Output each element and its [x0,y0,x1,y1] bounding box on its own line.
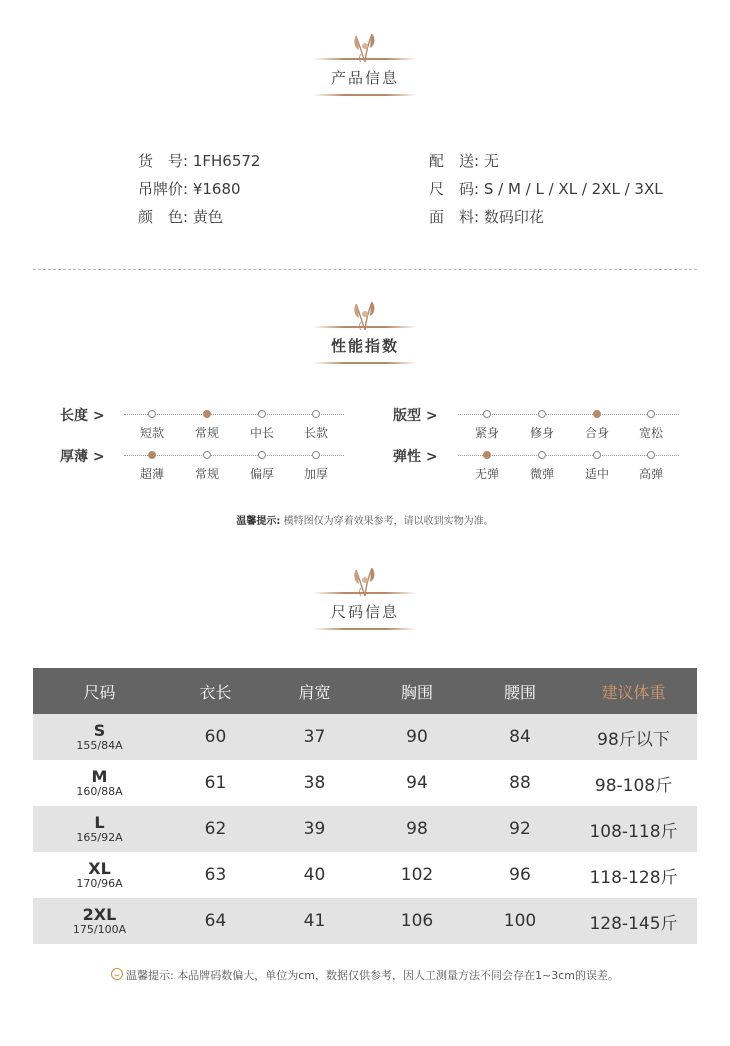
perf-dot-selected [203,410,211,418]
perf-option: 微弹 [529,467,555,481]
perf-option: 长款 [303,426,329,440]
perf-dot [647,410,655,418]
size-cell [33,714,166,760]
info-item-sizes [429,178,663,199]
tip-prefix: 温馨提示: [236,516,281,527]
waist-cell: 84 [470,714,570,760]
chest-cell: 98 [364,806,470,852]
perf-dot [538,451,546,459]
waist-cell: 88 [470,760,570,806]
shoulder-cell: 39 [265,806,364,852]
info-value: S / M / L / XL / 2XL / 3XL [483,180,663,198]
shoulder-cell: 41 [265,898,364,944]
section-header-size [0,562,730,642]
table-row [33,760,697,806]
info-label: 颜 色: [138,208,189,226]
length-cell: 60 [166,714,265,760]
section-title: 尺码信息 [330,603,399,621]
size-code: S [93,721,106,740]
perf-track [458,455,679,456]
perf-option: 适中 [584,467,610,481]
size-code: 2XL [82,905,117,924]
info-value: 数码印花 [483,208,544,226]
table-header-row [33,668,697,714]
size-code: XL [88,859,111,878]
perf-option: 偏厚 [249,467,275,481]
body-type: 160/88A [76,785,123,798]
length-cell: 62 [166,806,265,852]
column-header-chest: 胸围 [364,668,470,714]
column-header-length: 衣长 [166,668,265,714]
info-item-color [138,206,223,227]
waist-cell: 92 [470,806,570,852]
perf-label: 厚薄 > [60,449,105,465]
perf-dot-selected [483,451,491,459]
perf-dot [312,410,320,418]
size-code: M [91,767,108,786]
size-cell [33,760,166,806]
perf-option: 中长 [249,426,275,440]
perf-dot [647,451,655,459]
size-code: L [94,813,105,832]
perf-dot [538,410,546,418]
info-label: 面 料: [429,208,480,226]
ornament-rule-bottom [313,628,417,630]
table-row [33,898,697,944]
perf-track [124,455,344,456]
perf-option: 合身 [584,426,610,440]
shoulder-cell: 38 [265,760,364,806]
body-type: 170/96A [76,877,123,890]
size-cell [33,806,166,852]
info-value: 1FH6572 [192,152,261,170]
perf-option: 宽松 [638,426,664,440]
perf-label: 长度 > [60,408,105,424]
info-item-price [138,178,241,199]
chest-cell: 106 [364,898,470,944]
tip-text: 模特图仅为穿着效果参考，请以收到实物为准。 [280,516,494,527]
perf-dot [258,410,266,418]
info-item-sku [138,150,260,171]
weight-cell: 118-128斤 [570,852,697,898]
table-row [33,714,697,760]
info-label: 吊牌价: [138,180,189,198]
column-header-waist: 腰围 [470,668,570,714]
perf-option: 常规 [194,467,220,481]
info-item-delivery [429,150,499,171]
perf-dot [203,451,211,459]
body-type: 155/84A [76,739,123,752]
perf-label: 弹性 > [393,449,438,465]
info-label: 货 号: [138,152,189,170]
chest-cell: 90 [364,714,470,760]
perf-dot [593,451,601,459]
section-header-product [0,28,730,108]
tip-prefix: 温馨提示: [126,969,174,982]
ornament-rule-top [313,592,417,594]
body-type: 165/92A [76,831,123,844]
table-row [33,806,697,852]
size-table-body [33,714,697,944]
perf-option: 加厚 [303,467,329,481]
info-value: 无 [483,152,499,170]
weight-cell: 98-108斤 [570,760,697,806]
waist-cell: 96 [470,852,570,898]
size-table [33,668,697,944]
table-row [33,852,697,898]
column-header-weight: 建议体重 [570,668,697,714]
perf-dot [483,410,491,418]
info-value: 黄色 [192,208,223,226]
perf-dot-selected [593,410,601,418]
size-tip [0,967,730,983]
tip-text: 本品牌码数偏大，单位为cm，数据仅供参考，因人工测量方法不同会存在1~3cm的误差。 [173,969,619,982]
perf-dot-selected [148,451,156,459]
perf-track [124,414,344,415]
info-label: 配 送: [429,152,480,170]
info-item-fabric [429,206,544,227]
perf-option: 修身 [529,426,555,440]
weight-cell: 128-145斤 [570,898,697,944]
section-title: 性能指数 [330,337,399,355]
length-cell: 64 [166,898,265,944]
perf-dot [312,451,320,459]
section-header-performance [0,296,730,376]
perf-dot [258,451,266,459]
section-divider [33,269,697,270]
perf-option: 常规 [194,426,220,440]
model-tip [0,512,730,527]
ornament-rule-top [313,58,417,60]
perf-option: 超薄 [139,467,165,481]
size-cell [33,852,166,898]
info-value: ¥1680 [192,180,241,198]
length-cell: 61 [166,760,265,806]
weight-cell: 98斤以下 [570,714,697,760]
perf-option: 高弹 [638,467,664,481]
perf-option: 无弹 [474,467,500,481]
waist-cell: 100 [470,898,570,944]
perf-option: 短款 [139,426,165,440]
perf-dot [148,410,156,418]
perf-label: 版型 > [393,408,438,424]
chest-cell: 102 [364,852,470,898]
perf-option: 紧身 [474,426,500,440]
chest-cell: 94 [364,760,470,806]
shoulder-cell: 40 [265,852,364,898]
column-header-shoulder: 肩宽 [265,668,364,714]
info-label: 尺 码: [429,180,480,198]
perf-track [458,414,679,415]
weight-cell: 108-118斤 [570,806,697,852]
ornament-rule-bottom [313,94,417,96]
smile-icon [111,968,123,980]
column-header-size: 尺码 [33,668,166,714]
section-title: 产品信息 [330,69,399,87]
ornament-rule-top [313,326,417,328]
length-cell: 63 [166,852,265,898]
body-type: 175/100A [72,923,127,936]
shoulder-cell: 37 [265,714,364,760]
size-cell [33,898,166,944]
ornament-rule-bottom [313,362,417,364]
